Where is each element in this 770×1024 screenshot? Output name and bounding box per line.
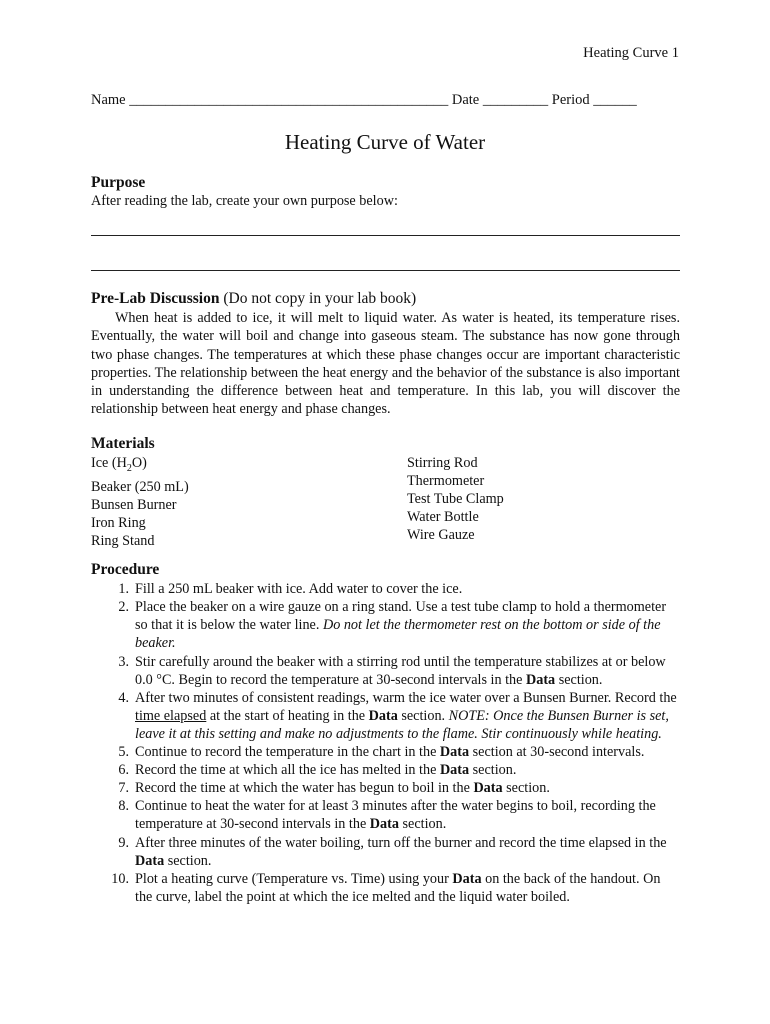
material-item: Thermometer xyxy=(407,473,485,490)
prelab-paragraph: When heat is added to ice, it will melt to liquid water. As water is heated, its temperature rises. Eventually, the water will boil and change into gaseous steam. The substance has now gone through two phase changes. The temperatures at which these phase changes occur are important characteristic properties. The relationship between the heat energy and the behavior of the substance is also important in understanding the difference between heat and temperature. In this lab, you will discover the relationship between heat energy and phase changes. xyxy=(91,310,680,418)
materials-list xyxy=(91,454,680,550)
purpose-answer-line-2 xyxy=(91,270,680,271)
material-item: Bunsen Burner xyxy=(91,497,177,514)
prelab-section xyxy=(91,290,680,418)
material-item: Iron Ring xyxy=(91,515,146,532)
procedure-step: 4. After two minutes of consistent readings, warm the ice water over a Bunsen Burner. Record the time elapsed at the start of heating in the Data section. NOTE: Once the Bunsen Burner is set, leave it at this setting and make no adjustments to the flame. Stir continuously while heating. xyxy=(118,689,677,742)
purpose-section xyxy=(91,174,680,210)
procedure-step: 6. Record the time at which all the ice has melted in the Data section. xyxy=(118,762,517,779)
procedure-step: 5. Continue to record the temperature in the chart in the Data section at 30-second intervals. xyxy=(118,744,645,761)
name-blank: ____________________________________________ xyxy=(129,92,449,108)
material-item: Ring Stand xyxy=(91,533,155,550)
procedure-step: 10. Plot a heating curve (Temperature vs. Time) using your Data on the back of the handout. On the curve, label the point at which the ice melted and the liquid water boiled. xyxy=(111,870,661,905)
procedure-step: 7. Record the time at which the water has begun to boil in the Data section. xyxy=(118,780,550,797)
procedure-step: 3. Stir carefully around the beaker with a stirring rod until the temperature stabilizes at or below 0.0 °C. Begin to record the temperature at 30-second intervals in the Data section. xyxy=(118,653,666,688)
name-date-period-line xyxy=(91,92,680,109)
running-header: Heating Curve 1 xyxy=(583,45,679,61)
material-item: Wire Gauze xyxy=(407,527,475,544)
purpose-answer-line-1 xyxy=(91,235,680,236)
material-item: Test Tube Clamp xyxy=(407,491,504,508)
material-item: Stirring Rod xyxy=(407,455,478,472)
materials-left-column xyxy=(91,454,189,550)
procedure-section xyxy=(91,561,680,906)
name-label: Name xyxy=(91,92,126,108)
date-label: Date xyxy=(451,92,480,108)
procedure-step: 9. After three minutes of the water boiling, turn off the burner and record the time elapsed in the Data section. xyxy=(118,834,667,869)
purpose-instruction: After reading the lab, create your own purpose below: xyxy=(91,193,398,210)
purpose-heading: Purpose xyxy=(91,174,146,191)
procedure-step: 1. Fill a 250 mL beaker with ice. Add water to cover the ice. xyxy=(118,581,463,598)
prelab-note: (Do not copy in your lab book) xyxy=(223,290,417,307)
material-item: Ice $(H_2O)$ xyxy=(91,455,147,475)
materials-heading: Materials xyxy=(91,435,155,452)
procedure-heading: Procedure xyxy=(91,561,160,578)
materials-section xyxy=(91,435,680,550)
prelab-heading-row xyxy=(91,290,680,308)
procedure-step: 8. Continue to heat the water for at least 3 minutes after the water begins to boil, recording the temperature at 30-second intervals in the Data section. xyxy=(118,798,656,833)
period-blank: ______ xyxy=(593,92,637,108)
page-title: Heating Curve of Water xyxy=(284,130,486,154)
material-item: Beaker (250 mL) xyxy=(91,479,189,496)
procedure-step: 2. Place the beaker on a wire gauze on a ring stand. Use a test tube clamp to hold a thermometer so that it is below the water line. Do not let the thermometer rest on the bottom or side of the beaker. xyxy=(118,599,667,652)
materials-right-column xyxy=(407,454,504,544)
material-item: Water Bottle xyxy=(407,509,479,526)
period-label: Period xyxy=(551,92,590,108)
procedure-steps xyxy=(91,580,680,906)
prelab-heading: Pre-Lab Discussion xyxy=(91,290,220,307)
date-blank: _________ xyxy=(482,92,549,108)
